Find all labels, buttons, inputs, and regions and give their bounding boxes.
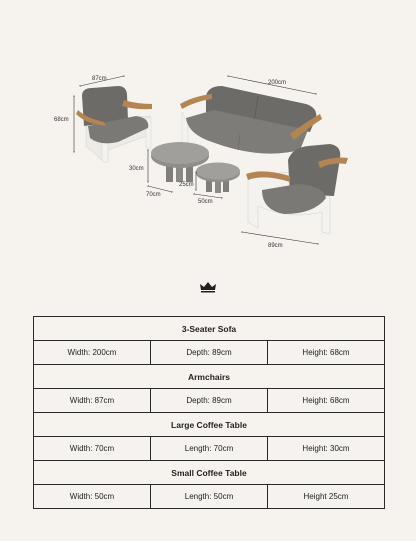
table-heading-row [34, 317, 385, 341]
armchair-depth-cell: Depth: 89cm [151, 389, 268, 413]
furniture-illustration [0, 0, 416, 270]
sofa-height-cell: Height: 68cm [268, 341, 385, 365]
sofa-width-label: 200cm [268, 80, 287, 86]
armchair-height-label: 68cm [54, 117, 69, 123]
table-heading-row [34, 461, 385, 485]
armchair-width-label: 87cm [92, 76, 107, 82]
large-table-height-label: 30cm [129, 166, 144, 172]
small-table-height-cell: Height 25cm [268, 485, 385, 509]
table-row [34, 485, 385, 509]
small-coffee-table-image [196, 163, 240, 194]
large-table-heading: Large Coffee Table [34, 413, 385, 437]
armchair-left-image [76, 86, 152, 162]
table-row [34, 389, 385, 413]
sofa-depth-cell: Depth: 89cm [151, 341, 268, 365]
large-table-width-label: 70cm [146, 192, 161, 198]
table-row [34, 341, 385, 365]
sofa-width-cell: Width: 200cm [34, 341, 151, 365]
small-table-heading: Small Coffee Table [34, 461, 385, 485]
armchair-right-image [246, 144, 348, 234]
sofa-heading: 3-Seater Sofa [34, 317, 385, 341]
table-heading-row [34, 413, 385, 437]
table-row [34, 437, 385, 461]
large-table-length-cell: Length: 70cm [151, 437, 268, 461]
large-table-width-cell: Width: 70cm [34, 437, 151, 461]
large-table-height-cell: Height: 30cm [268, 437, 385, 461]
dimensions-table [33, 316, 385, 509]
small-table-length-cell: Length: 50cm [151, 485, 268, 509]
table-heading-row [34, 365, 385, 389]
small-table-height-label: 25cm [179, 182, 194, 188]
small-table-width-cell: Width: 50cm [34, 485, 151, 509]
armchair-width-cell: Width: 87cm [34, 389, 151, 413]
crown-icon [198, 280, 218, 294]
armchairs-heading: Armchairs [34, 365, 385, 389]
small-table-width-label: 50cm [198, 199, 213, 205]
armchair-depth-label: 89cm [268, 243, 283, 249]
armchair-height-cell: Height: 68cm [268, 389, 385, 413]
